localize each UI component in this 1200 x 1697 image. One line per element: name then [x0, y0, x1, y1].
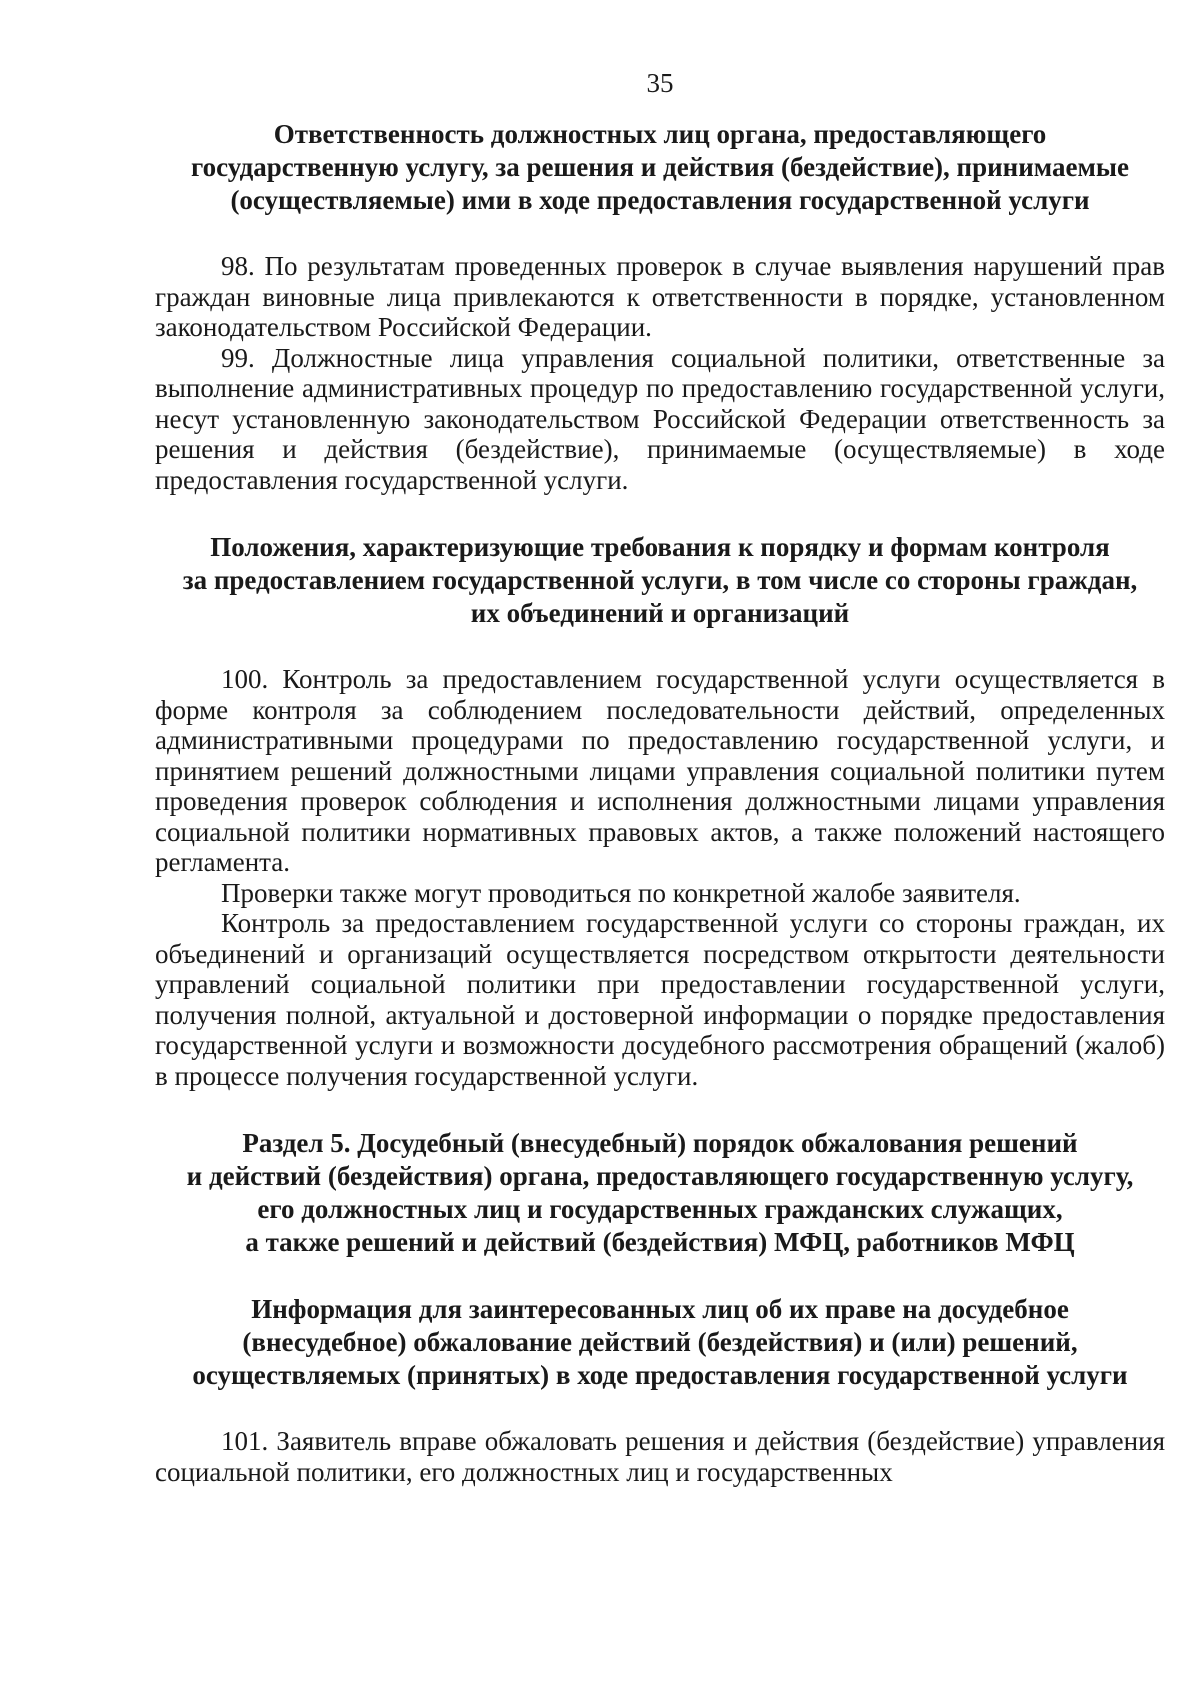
- heading-line: Положения, характеризующие требования к порядку и формам контроля: [210, 532, 1110, 562]
- heading-line: его должностных лиц и государственных гражданских служащих,: [257, 1194, 1063, 1224]
- paragraph-99: 99. Должностные лица управления социальной политики, ответственные за выполнение административных процедур по предоставлению государственной услуги, несут установленную законодательством Российской Федерации ответственность за решения и действия (бездействие), принимаемые (осуществляемые) в ходе предоставления государственной услуги.: [155, 342, 1165, 495]
- section-heading-control: [155, 531, 1165, 630]
- paragraph-98: 98. По результатам проведенных проверок в случае выявления нарушений прав граждан виновные лица привлекаются к ответственности в порядке, установленном законодательством Российской Федерации.: [155, 251, 1165, 342]
- paragraph-checks: Проверки также могут проводиться по конкретной жалобе заявителя.: [221, 877, 1021, 908]
- heading-line: государственную услугу, за решения и действия (бездействие), принимаемые: [191, 152, 1129, 182]
- heading-line: Ответственность должностных лиц органа, предоставляющего: [273, 119, 1047, 149]
- heading-line: (внесудебное) обжалование действий (бездействия) и (или) решений,: [242, 1327, 1078, 1357]
- heading-line: а также решений и действий (бездействия) МФЦ, работников МФЦ: [245, 1227, 1075, 1257]
- heading-line: осуществляемых (принятых) в ходе предоставления государственной услуги: [192, 1360, 1128, 1390]
- section-heading-responsibility: [155, 118, 1165, 217]
- section-5-heading: [155, 1127, 1165, 1259]
- heading-line: и действий (бездействия) органа, предоставляющего государственную услугу,: [186, 1161, 1134, 1191]
- paragraph-100: 100. Контроль за предоставлением государственной услуги осуществляется в форме контроля за соблюдением последовательности действий, определенных административными процедурами по предоставлению государственной услуги, и принятием решений должностными лицами управления социальной политики путем проведения проверок соблюдения и исполнения должностными лицами управления социальной политики нормативных правовых актов, а также положений настоящего регламента.: [155, 664, 1165, 877]
- heading-line: Раздел 5. Досудебный (внесудебный) порядок обжалования решений: [242, 1128, 1078, 1158]
- heading-line: за предоставлением государственной услуги, в том числе со стороны граждан,: [182, 565, 1138, 595]
- paragraph-101: 101. Заявитель вправе обжаловать решения и действия (бездействие) управления социальной политики, его должностных лиц и государственных: [155, 1426, 1165, 1487]
- heading-line: их объединений и организаций: [470, 598, 850, 628]
- heading-line: (осуществляемые) ими в ходе предоставления государственной услуги: [230, 185, 1090, 215]
- heading-line: Информация для заинтересованных лиц об их праве на досудебное: [251, 1294, 1069, 1324]
- document-body: [155, 118, 1165, 1487]
- section-5-subheading: [155, 1293, 1165, 1392]
- paragraph-public-control: Контроль за предоставлением государственной услуги со стороны граждан, их объединений и организаций осуществляется посредством открытости деятельности управлений социальной политики при предоставлении государственной услуги, получения полной, актуальной и достоверной информации о порядке предоставления государственной услуги и возможности досудебного рассмотрения обращений (жалоб) в процессе получения государственной услуги.: [155, 908, 1165, 1091]
- page-number: 35: [646, 68, 674, 98]
